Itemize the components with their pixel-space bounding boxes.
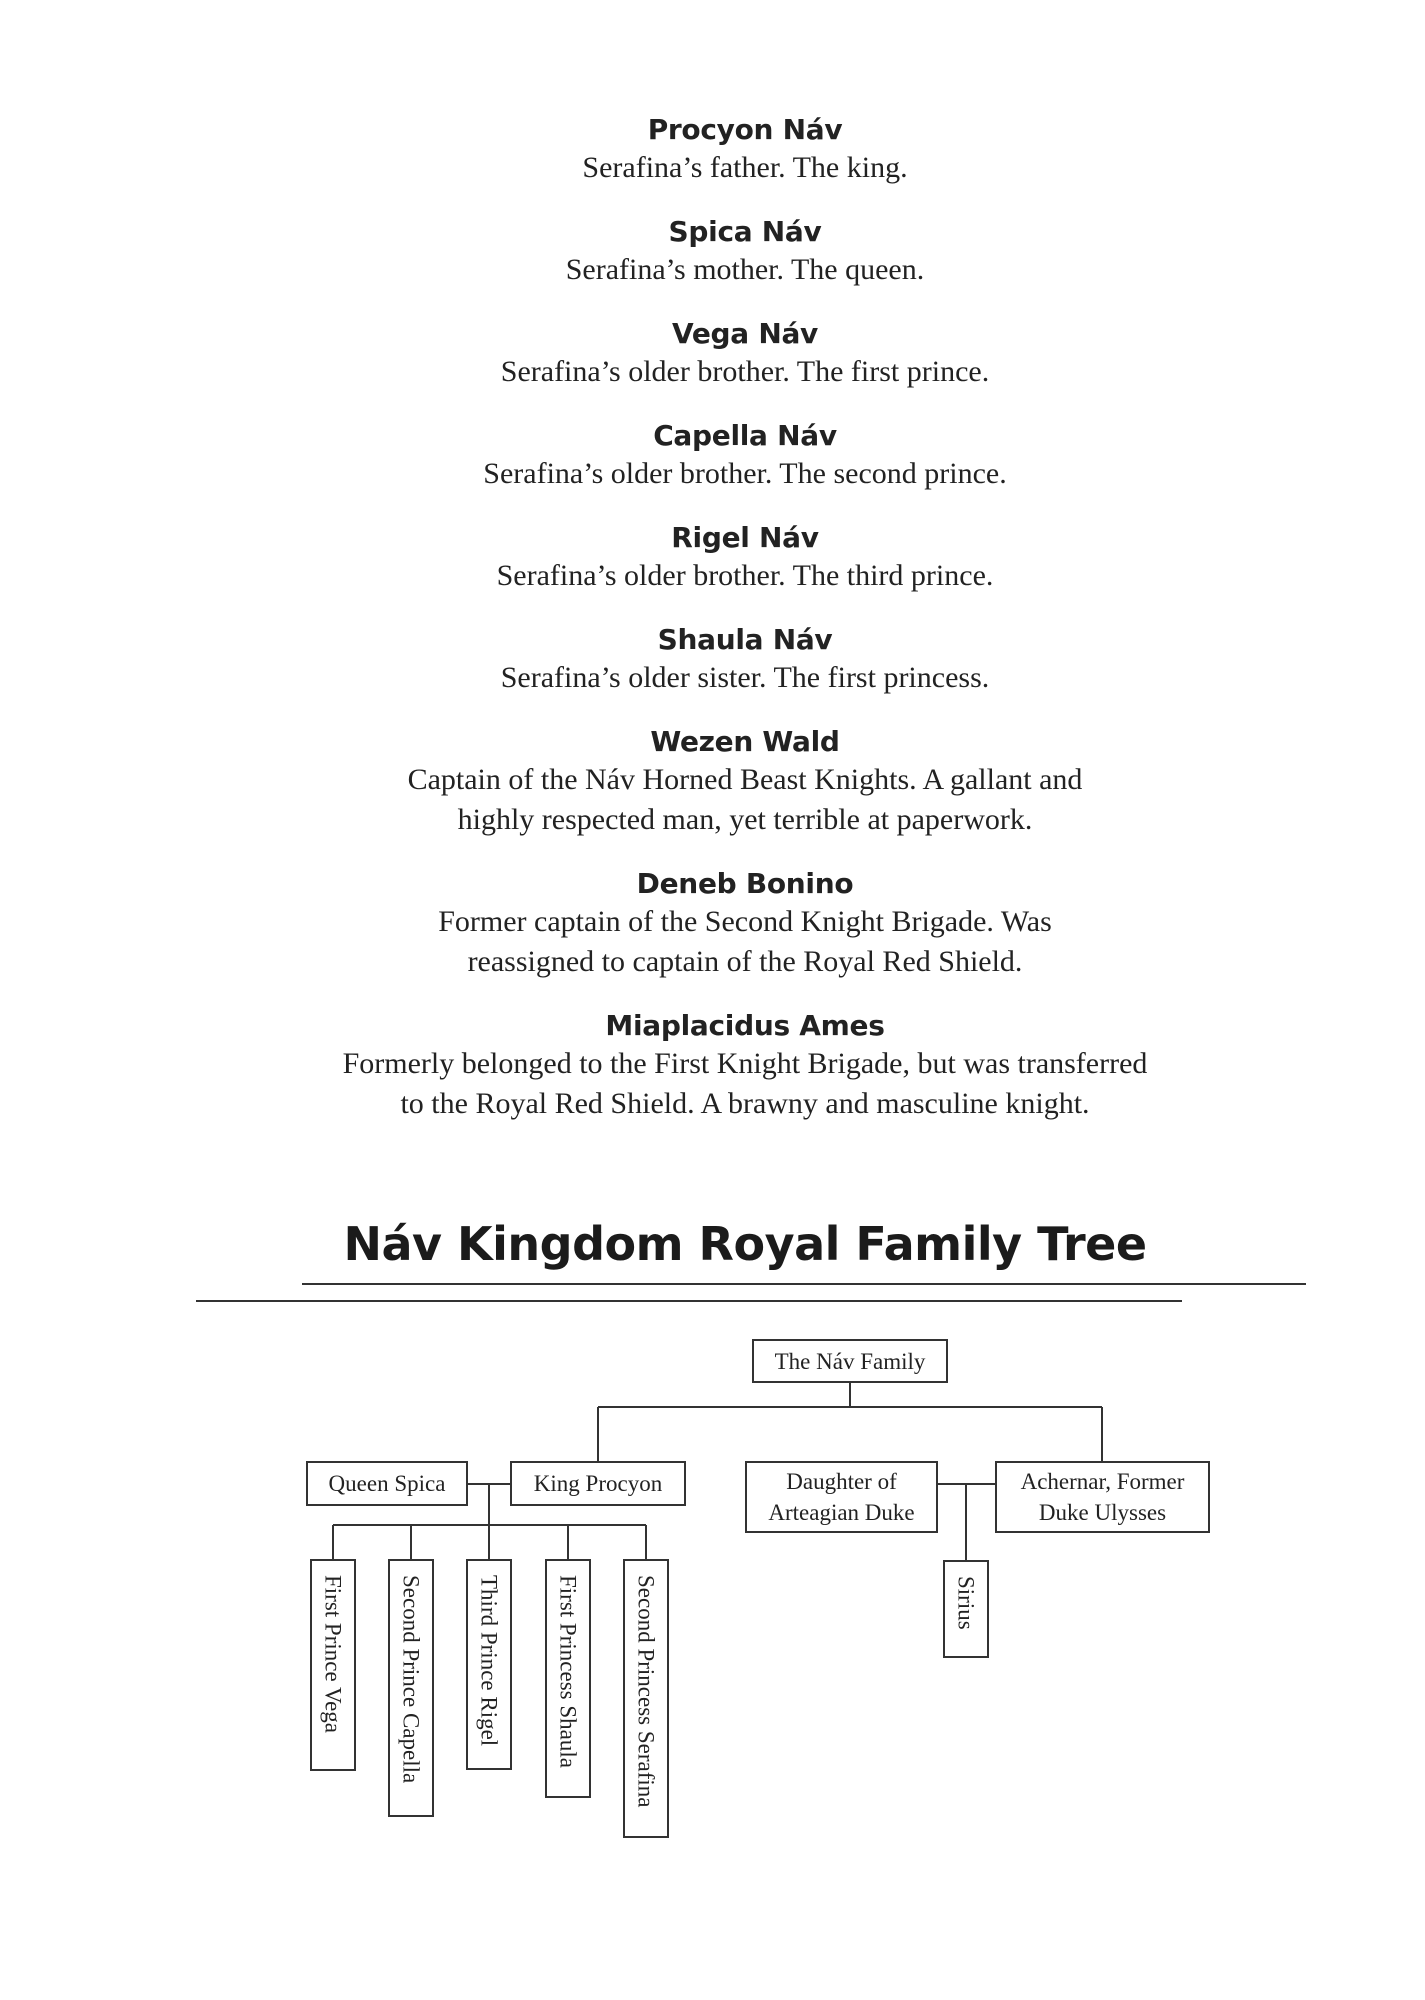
node-third-prince-rigel xyxy=(466,1559,512,1770)
character-description: Former captain of the Second Knight Brigade. Was xyxy=(438,905,1052,938)
node-second-prince-capella xyxy=(388,1559,434,1817)
node-king-procyon xyxy=(510,1461,686,1506)
character-name: Deneb Bonino xyxy=(636,867,854,900)
node-label: Achernar, Former xyxy=(1020,1469,1185,1494)
node-label: Third Prince Rigel xyxy=(476,1575,502,1747)
node-label: Duke Ulysses xyxy=(1038,1500,1167,1525)
node-achernar-duke-ulysses xyxy=(995,1461,1210,1533)
character-description: Formerly belonged to the First Knight Brigade, but was transferred xyxy=(342,1047,1148,1080)
character-name: Miaplacidus Ames xyxy=(605,1009,885,1042)
node-label: Queen Spica xyxy=(328,1471,446,1496)
character-name: Vega Náv xyxy=(672,317,818,350)
character-name: Wezen Wald xyxy=(650,725,840,758)
character-name: Procyon Náv xyxy=(647,113,843,146)
node-second-princess-serafina xyxy=(623,1559,669,1838)
node-daughter-of-arteagian-duke xyxy=(745,1461,938,1533)
node-label: Arteagian Duke xyxy=(768,1500,915,1525)
character-name: Rigel Náv xyxy=(671,521,819,554)
node-first-prince-vega xyxy=(310,1559,356,1771)
node-label: First Princess Shaula xyxy=(555,1575,581,1768)
character-description: Captain of the Náv Horned Beast Knights. A gallant and xyxy=(407,763,1083,796)
character-description: Serafina’s older brother. The second prince. xyxy=(483,457,1007,490)
character-name: Spica Náv xyxy=(668,215,822,248)
node-queen-spica xyxy=(306,1461,468,1506)
character-description: Serafina’s older brother. The third prince. xyxy=(496,559,994,592)
node-label: The Náv Family xyxy=(774,1348,926,1374)
character-description: Serafina’s older brother. The first prince. xyxy=(500,355,990,388)
character-name: Shaula Náv xyxy=(657,623,833,656)
node-label: Daughter of xyxy=(786,1469,897,1494)
node-label: King Procyon xyxy=(533,1471,663,1496)
character-description: to the Royal Red Shield. A brawny and masculine knight. xyxy=(400,1087,1090,1120)
node-label: Second Princess Serafina xyxy=(633,1575,659,1808)
character-description: highly respected man, yet terrible at paperwork. xyxy=(457,803,1033,836)
character-description: Serafina’s older sister. The first princess. xyxy=(500,661,990,694)
family-tree-title: Náv Kingdom Royal Family Tree xyxy=(343,1217,1147,1271)
character-description: Serafina’s father. The king. xyxy=(582,151,908,184)
character-description: reassigned to captain of the Royal Red Shield. xyxy=(467,945,1023,978)
character-name: Capella Náv xyxy=(653,419,837,452)
node-label: Second Prince Capella xyxy=(398,1575,424,1784)
node-label: First Prince Vega xyxy=(320,1575,346,1734)
node-label: Sirius xyxy=(953,1576,979,1630)
node-nav-family xyxy=(752,1339,948,1383)
character-description: Serafina’s mother. The queen. xyxy=(565,253,925,286)
node-first-princess-shaula xyxy=(545,1559,591,1798)
node-sirius xyxy=(943,1560,989,1658)
